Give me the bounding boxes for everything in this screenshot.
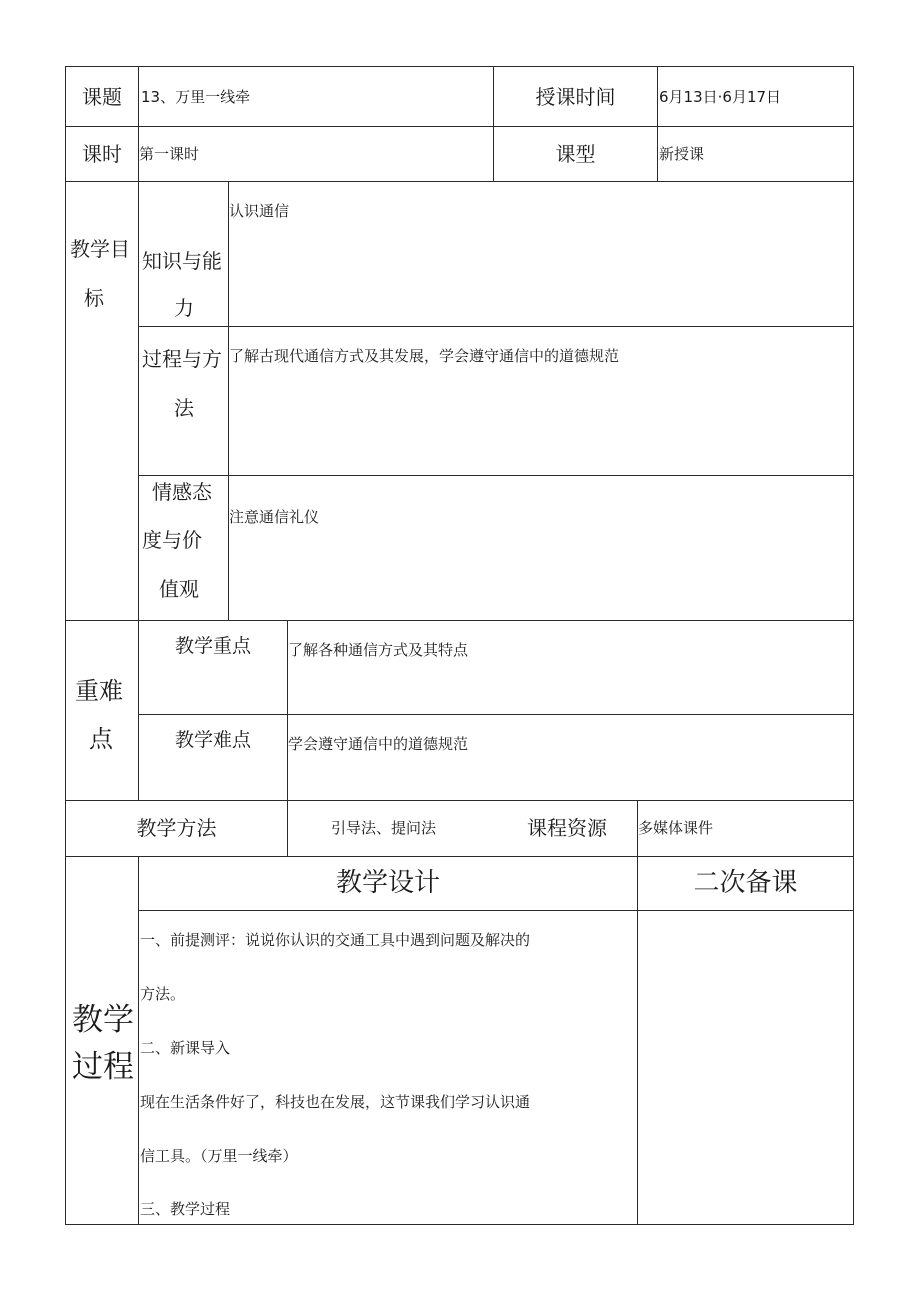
methods-value: 引导法、提问法 xyxy=(331,819,437,837)
col-divider xyxy=(138,181,139,620)
period-label: 课时 xyxy=(82,142,122,166)
row-divider xyxy=(65,800,854,801)
process-line: 方法。 xyxy=(140,985,186,1003)
objective-category-label: 值观 xyxy=(159,577,199,601)
objective-category-label: 度与价 xyxy=(142,528,202,552)
objective-category-label: 情感态 xyxy=(152,480,212,504)
col-divider xyxy=(228,181,229,620)
table-border-top xyxy=(65,66,854,67)
key-points-label: 点 xyxy=(89,725,113,753)
methods-label: 教学方法 xyxy=(136,816,217,840)
row-divider xyxy=(65,620,854,621)
objective-content: 了解古现代通信方式及其发展，学会遵守通信中的道德规范 xyxy=(229,347,620,365)
col-divider xyxy=(657,66,658,182)
objectives-label: 教学目 xyxy=(70,237,130,261)
table-border-right xyxy=(853,66,854,1225)
objective-content: 注意通信礼仪 xyxy=(229,508,320,526)
objective-category-label: 过程与方 xyxy=(142,347,222,371)
objective-content: 认识通信 xyxy=(229,202,290,220)
design-header: 教学设计 xyxy=(335,868,440,898)
row-divider xyxy=(138,714,854,715)
focus-label: 教学重点 xyxy=(174,635,251,657)
table-border-left xyxy=(65,66,66,1225)
table-border-bottom xyxy=(65,1224,854,1225)
focus-value: 了解各种通信方式及其特点 xyxy=(288,641,469,659)
process-line: 一、前提测评：说说你认识的交通工具中遇到问题及解决的 xyxy=(140,931,531,949)
resource-label: 课程资源 xyxy=(527,816,607,840)
row-divider xyxy=(65,181,854,182)
type-value: 新授课 xyxy=(659,145,705,163)
row-divider xyxy=(65,856,854,857)
col-divider xyxy=(493,66,494,182)
process-label: 教学 xyxy=(72,1002,134,1038)
objective-category-label: 法 xyxy=(174,396,194,420)
process-line: 现在生活条件好了，科技也在发展，这节课我们学习认识通 xyxy=(140,1093,531,1111)
process-line: 三、教学过程 xyxy=(140,1200,231,1218)
objective-category-label: 知识与能 xyxy=(142,249,222,273)
key-points-label: 重难 xyxy=(75,677,123,705)
resource-value: 多媒体课件 xyxy=(638,819,714,837)
time-value: 6月13日·6月17日 xyxy=(659,88,782,106)
objectives-label: 标 xyxy=(84,286,104,310)
type-label: 课型 xyxy=(555,142,596,166)
col-divider xyxy=(138,856,139,1225)
row-divider xyxy=(138,910,854,911)
difficulty-value: 学会遵守通信中的道德规范 xyxy=(288,735,469,753)
process-line: 二、新课导入 xyxy=(140,1039,231,1057)
period-value: 第一课时 xyxy=(139,145,200,163)
col-divider xyxy=(138,66,139,182)
row-divider xyxy=(138,326,854,327)
process-line: 信工具。（万里一线牵） xyxy=(140,1147,298,1165)
process-label: 过程 xyxy=(72,1049,134,1085)
col-divider xyxy=(637,856,638,1225)
row-divider xyxy=(65,126,854,127)
difficulty-label: 教学难点 xyxy=(174,729,251,751)
time-label: 授课时间 xyxy=(535,85,616,109)
subject-label: 课题 xyxy=(82,85,122,109)
subject-value: 13、万里一线牵 xyxy=(141,88,251,106)
prep-header: 二次备课 xyxy=(693,868,798,898)
objective-category-label: 力 xyxy=(174,296,194,320)
row-divider xyxy=(138,475,854,476)
